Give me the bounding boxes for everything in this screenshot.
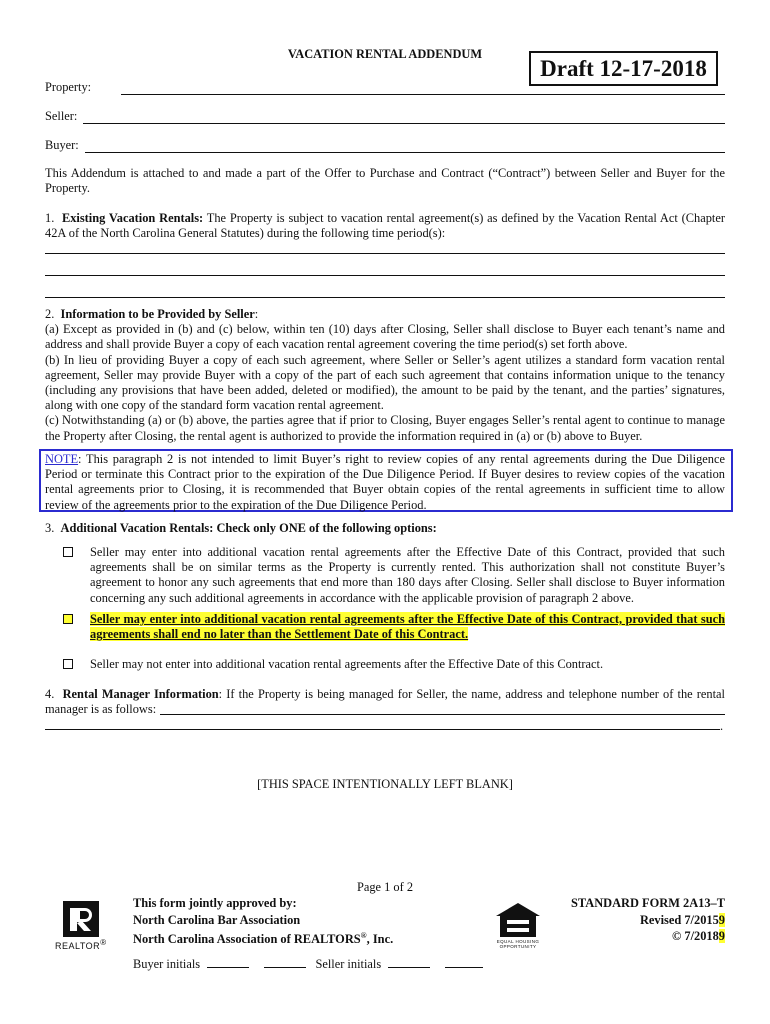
- buyer-field: [45, 137, 725, 153]
- section-3-heading: Additional Vacation Rentals: [60, 521, 210, 535]
- section-1: [45, 211, 725, 241]
- section-2c: (c) Notwithstanding (a) or (b) above, the parties agree that if prior to Closing, Buyer engages Seller’s rental agent to continue to manage the Property after Closing, the rental agent is authorized to provide the information required in (a) or (b) above to Buyer.: [45, 413, 725, 443]
- time-period-line-1[interactable]: [45, 253, 725, 254]
- seller-initials-field-1[interactable]: [388, 957, 430, 968]
- section-2a: (a) Except as provided in (b) and (c) below, within ten (10) days after Closing, Seller shall disclose to Buyer each tenant’s name and address and shall provide Buyer a copy of each vacation rental agreement covering the time period(s) set forth above.: [45, 322, 725, 352]
- option-3-text: Seller may not enter into additional vacation rental agreements after the Effective Date of this Contract.: [90, 657, 604, 671]
- document-title: VACATION RENTAL ADDENDUM: [287, 47, 483, 61]
- note-paragraph: [45, 452, 725, 513]
- option-3: [63, 657, 725, 672]
- buyer-label: Buyer:: [45, 138, 79, 152]
- blank-space-notice: [THIS SPACE INTENTIONALLY LEFT BLANK]: [257, 777, 513, 791]
- option-1: [63, 545, 725, 606]
- section-2-colon: :: [254, 307, 259, 321]
- property-label: Property:: [45, 80, 92, 94]
- section-3-number: 3.: [45, 521, 55, 535]
- option-2-checkbox[interactable]: [63, 614, 73, 624]
- note-text: : This paragraph 2 is not intended to limit Buyer’s right to review copies of any rental agreements during the Due Diligence Period or terminate this Contract prior to the expiration of the Due Diligence Period. If Buyer desires to review copies of the vacation rental agreements prior to Closing, it is recommended that Buyer obtain copies of the rental agreements in sufficient time to allow review of the agreements prior to the expiration of the Due Diligence Period.: [45, 452, 725, 512]
- time-period-line-3[interactable]: [45, 297, 725, 298]
- section-1-text: The Property is subject to vacation rental agreement(s) as defined by the Vacation Rental Act (Chapter 42A of the North Carolina General Statutes) during the following time period(s):: [45, 211, 725, 241]
- buyer-initials-field-2[interactable]: [264, 957, 306, 968]
- option-1-checkbox[interactable]: [63, 547, 73, 557]
- realtors-reg-mark: ®: [360, 931, 367, 940]
- section-1-heading: Existing Vacation Rentals:: [61, 211, 204, 225]
- property-field: [45, 79, 725, 95]
- page-number: Page 1 of 2: [356, 880, 414, 894]
- seller-field: [45, 108, 725, 124]
- seller-initials-label: Seller initials: [315, 957, 382, 971]
- option-2-highlighted-text: Seller may enter into additional vacation rental agreements after the Effective Date of this Contract, provided that such agreements shall end no later than the Settlement Date of this Contract.: [90, 612, 725, 642]
- section-2b: (b) In lieu of providing Buyer a copy of each such agreement, where Seller or Seller’s agent utilizes a standard form vacation rental agreement, Seller may provide Buyer with a copy of the part of each such agreement that contains information unique to the tenancy (including any provisions that have been added, deleted or modified), the amount to be paid by the tenant, and the parties’ signatures, along with one copy of the standard form vacation rental agreement.: [45, 352, 725, 413]
- option-3-checkbox[interactable]: [63, 659, 73, 669]
- rental-manager-line-2[interactable]: [45, 729, 720, 730]
- option-1-text: Seller may enter into additional vacation rental agreements after the Effective Date of this Contract, provided that such agreements shall be on similar terms as the Property is currently rented. This authorization shall not constitute Buyer’s agreement to honor any such agreements that end more than 180 days after Closing. Seller shall disclose to Buyer information concerning any such additional agreements in accordance with the applicable provision of paragraph 2 above.: [90, 545, 725, 605]
- seller-line[interactable]: [83, 111, 725, 124]
- section-3: [45, 521, 725, 536]
- section-2-heading: Information to be Provided by Seller: [60, 307, 255, 321]
- section-4-number: 4.: [45, 687, 55, 701]
- seller-label: Seller:: [45, 109, 78, 123]
- form-revised: Revised 7/20159: [639, 912, 725, 927]
- form-name: STANDARD FORM 2A13–T: [571, 896, 725, 910]
- bar-association: North Carolina Bar Association: [133, 912, 301, 927]
- property-line[interactable]: [121, 82, 725, 95]
- note-label: NOTE: [45, 452, 79, 466]
- realtor-logo-reg: ®: [100, 938, 107, 947]
- section-2: [45, 307, 725, 444]
- option-2-text: [90, 612, 725, 642]
- initials-row: [133, 957, 483, 972]
- realtor-logo-text: REALTOR: [55, 941, 101, 951]
- option-2: [63, 612, 725, 642]
- form-copyright: © 7/20189: [672, 929, 725, 943]
- rental-manager-period: .: [720, 719, 724, 733]
- equal-housing-icon: [488, 900, 548, 940]
- buyer-initials-label: Buyer initials: [133, 957, 201, 971]
- section-1-number: 1.: [45, 211, 55, 225]
- intro-paragraph: This Addendum is attached to and made a part of the Offer to Purchase and Contract (“Contract”) between Seller and Buyer for the Property.: [45, 166, 725, 196]
- time-period-line-2[interactable]: [45, 275, 725, 276]
- section-4-text: : If the Property is being managed for Seller, the name, address and telephone number of the rental manager is as follows:: [45, 687, 725, 717]
- approved-by: This form jointly approved by:: [133, 896, 297, 910]
- buyer-initials-field-1[interactable]: [207, 957, 249, 968]
- realtor-logo: [55, 900, 107, 955]
- buyer-line[interactable]: [85, 140, 725, 153]
- rental-manager-line-1[interactable]: [160, 714, 725, 715]
- section-3-subheading: : Check only ONE of the following options:: [209, 521, 437, 535]
- form-info: [560, 895, 725, 945]
- draft-stamp: Draft 12-17-2018: [529, 51, 718, 86]
- equal-housing-logo: [488, 900, 548, 952]
- section-4: [45, 687, 725, 717]
- equal-housing-text-2: OPPORTUNITY: [499, 944, 537, 949]
- section-4-heading: Rental Manager Information: [62, 687, 219, 701]
- equal-housing-text-1: EQUAL HOUSING: [496, 939, 540, 944]
- approval-block: [133, 895, 393, 948]
- section-2-number: 2.: [45, 307, 55, 321]
- realtors-association: North Carolina Association of REALTORS®, Inc.: [133, 931, 394, 947]
- seller-initials-field-2[interactable]: [445, 957, 483, 968]
